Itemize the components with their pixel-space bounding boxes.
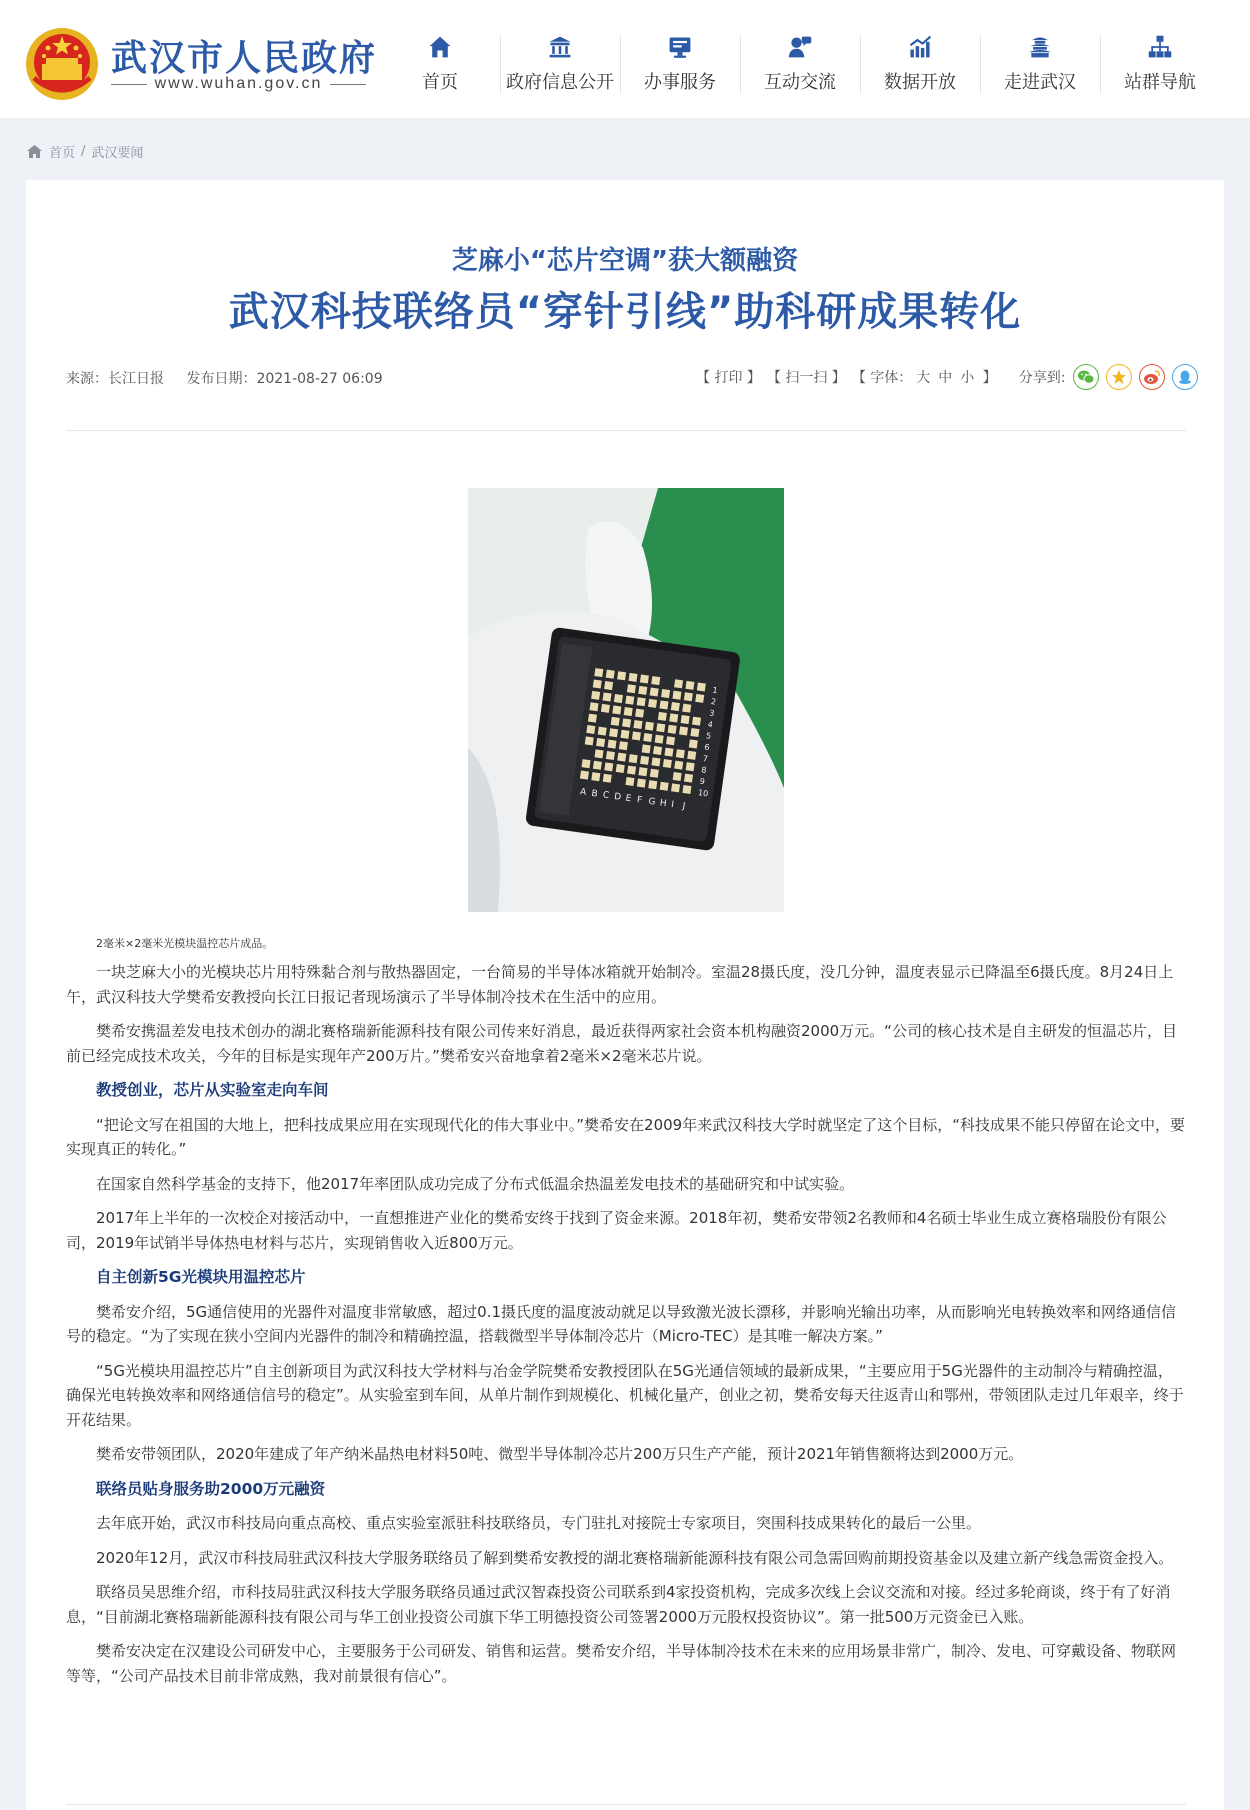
url-right-line <box>330 84 366 85</box>
home-icon <box>26 144 43 159</box>
chip-cell <box>627 766 636 775</box>
article-body <box>66 960 1186 1698</box>
paragraph: 樊希安决定在汉建设公司研发中心，主要服务于公司研发、销售和运营。樊希安介绍，半导体制冷技术在未来的应用场景非常广，制冷、发电、可穿戴设备、物联网等等，“公司产品技术目前非常成熟，我对前景很有信心”。 <box>66 1642 1177 1685</box>
chip-cell <box>590 702 599 711</box>
chip-cell <box>637 697 646 706</box>
wechat-icon <box>1077 369 1095 385</box>
gov-info-icon <box>545 34 575 60</box>
share-wechat-button[interactable] <box>1073 364 1099 390</box>
section-heading: 自主创新5G光模块用温控芯片 <box>96 1268 306 1286</box>
article-subtitle: 芝麻小“芯片空调”获大额融资 <box>451 246 799 276</box>
url-left-line <box>111 84 147 85</box>
chip-cell <box>617 753 626 762</box>
print-label: 打印 <box>714 370 743 386</box>
chip-cell <box>661 689 670 698</box>
chip-cell <box>660 782 669 791</box>
chip-cell <box>692 717 701 726</box>
paragraph: 联络员吴思维介绍，市科技局驻武汉科技大学服务联络员通过武汉智森投资公司联系到4家投资机构，完成多次线上会议交流和对接。经过多轮商谈，终于有了好消息，“目前湖北赛格瑞新能源科技有限公司与华工创业投资公司旗下华工明德投资公司签署2000万元股权投资协议”。第一批500万元资金已入账。 <box>66 1583 1171 1626</box>
paragraph: 一块芝麻大小的光模块芯片用特殊黏合剂与散热器固定，一台简易的半导体冰箱就开始制冷。室温28摄氏度，没几分钟，温度表显示已降温至6摄氏度。8月24日上午，武汉科技大学樊希安教授向长江日报记者现场演示了半导体制冷技术在生活中的应用。 <box>66 963 1174 1006</box>
share-label: 分享到: <box>1018 370 1066 386</box>
chip-cell <box>594 668 603 677</box>
chip-cell <box>598 727 607 736</box>
share-weibo-button[interactable] <box>1139 364 1165 390</box>
chip-col-label: 4 <box>707 719 714 730</box>
chip-cell <box>624 707 633 716</box>
chip-cell <box>601 704 610 713</box>
chip-cell <box>669 713 678 722</box>
paragraph: 2020年12月，武汉市科技局驻武汉科技大学服务联络员了解到樊希安教授的湖北赛格瑞新能源科技有限公司急需回购前期投资基金以及建立新产线急需资金投入。 <box>96 1548 1174 1567</box>
chip-col-label: 9 <box>699 776 706 787</box>
site-group-icon <box>1145 34 1175 60</box>
scan-label: 扫一扫 <box>785 370 828 386</box>
chip-row-label: B <box>590 788 599 800</box>
font-size-control: 【 字体： 大 中 小 】 <box>851 370 997 386</box>
chip-cell <box>625 696 634 705</box>
qq-penguin-icon <box>1178 369 1192 385</box>
nav-label: 走进武汉 <box>1004 72 1076 93</box>
site-url: www.wuhan.gov.cn <box>154 75 323 92</box>
chip-cell <box>681 715 690 724</box>
chip-row-label: D <box>613 791 622 803</box>
chip-cell <box>603 774 612 783</box>
nav-label: 互动交流 <box>764 72 836 93</box>
chip-row-label: F <box>636 795 643 806</box>
chip-cell <box>606 751 615 760</box>
chip-cell <box>673 772 682 781</box>
chip-row-label: I <box>670 799 675 811</box>
chip-row-label: E <box>624 793 632 805</box>
chip-cell <box>603 692 612 701</box>
paragraph: 樊希安携温差发电技术创办的湖北赛格瑞新能源科技有限公司传来好消息，最近获得两家社会资本机构融资2000万元。“公司的核心技术是自主研发的恒温芯片，目前已经完成技术攻关，今年的目标是实现年产200万片。”樊希安兴奋地拿着2毫米×2毫米芯片说。 <box>66 1022 1177 1065</box>
chip-cell <box>682 785 691 794</box>
chip-cell <box>629 754 638 763</box>
breadcrumb-current-link[interactable]: 武汉要闻 <box>91 145 144 161</box>
section-heading: 教授创业，芯片从实验室走向车间 <box>96 1081 329 1099</box>
chip-cell <box>684 692 693 701</box>
chip-col-label: 7 <box>702 753 709 764</box>
chip-photo-illustration <box>468 488 784 912</box>
chip-cell <box>638 767 647 776</box>
chip-cell <box>672 691 681 700</box>
chip-col-label: 2 <box>710 697 717 707</box>
chip-cell <box>604 762 613 771</box>
chip-cell <box>616 764 625 773</box>
chip-cell <box>640 756 649 765</box>
chip-cell <box>653 746 662 755</box>
chip-cell <box>635 709 644 718</box>
paragraph: 2017年上半年的一次校企对接活动中，一直想推进产业化的樊希安终于找到了资金来源。2018年初，樊希安带领2名教师和4名硕士毕业生成立赛格瑞股份有限公司，2019年试销半导体热电材料与芯片，实现销售收入近800万元。 <box>66 1209 1167 1252</box>
breadcrumb <box>26 142 143 160</box>
chip-cell <box>690 728 699 737</box>
main-nav <box>380 32 1220 102</box>
chip-cell <box>582 759 591 768</box>
service-icon <box>665 34 695 60</box>
chip-cell <box>633 720 642 729</box>
chip-cell <box>593 761 602 770</box>
share-qzone-button[interactable] <box>1106 364 1132 390</box>
national-emblem-logo[interactable] <box>24 26 100 102</box>
chip-cell <box>686 762 695 771</box>
chip-cell <box>697 682 706 691</box>
chip-cell <box>627 684 636 693</box>
chip-cell <box>642 744 651 753</box>
chip-cell <box>611 717 620 726</box>
chip-cell <box>596 738 605 747</box>
chip-cell <box>651 757 660 766</box>
chip-cell <box>586 725 595 734</box>
scan-qr-button[interactable]: 【 扫一扫 】 <box>766 370 846 386</box>
chip-cell <box>593 679 602 688</box>
nav-item-service[interactable] <box>620 32 740 94</box>
chip-cell <box>664 748 673 757</box>
chip-cell <box>606 670 615 679</box>
chip-row-label: G <box>647 796 656 808</box>
paragraph: “5G光模块用温控芯片”自主创新项目为武汉科技大学材料与冶金学院樊希安教授团队在5G光通信领域的最新成果，“主要应用于5G光器件的主动制冷与精确控温，确保光电转换效率和网络通信信号的稳定”。从实验室到车间，从单片制作到规模化、机械化量产，创业之初，樊希安每天往返青山和鄂州，带领团队走过几年艰辛，终于开花结果。 <box>66 1361 1184 1429</box>
chip-cell <box>648 780 657 789</box>
site-url-row <box>111 74 366 94</box>
meta-divider <box>66 430 1186 431</box>
chip-cell <box>659 700 668 709</box>
paragraph: 去年底开始，武汉市科技局向重点高校、重点实验室派驻科技联络员，专门驻扎对接院士专家项目，突围科技成果转化的最后一公里。 <box>96 1514 982 1532</box>
chip-cell <box>617 671 626 680</box>
chip-cell <box>614 694 623 703</box>
chip-col-label: 5 <box>705 731 712 741</box>
chip-cell <box>682 704 691 713</box>
chip-cell <box>685 681 694 690</box>
paragraph: “把论文写在祖国的大地上，把科技成果应用在实现现代化的伟大事业中。”樊希安在2009年来武汉科技大学时就坚定了这个目标，“科技成果不能只停留在论文中，要实现真正的转化。” <box>66 1115 1185 1158</box>
font-large-button[interactable]: 大 <box>916 370 931 386</box>
chip-cell <box>622 718 631 727</box>
paragraph: 在国家自然科学基金的支持下，他2017年率团队成功完成了分布式低温余热温差发电技术的基础研究和中试实验。 <box>96 1174 855 1193</box>
wuhan-landmark-icon <box>1025 34 1055 60</box>
site-name[interactable]: 武汉市人民政府 <box>111 37 378 79</box>
weibo-icon <box>1143 369 1161 385</box>
nav-item-wuhan[interactable] <box>980 32 1100 94</box>
print-button[interactable]: 【 打印 】 <box>696 370 761 386</box>
nav-label: 站群导航 <box>1124 72 1196 93</box>
chip-cell <box>671 783 680 792</box>
data-open-icon <box>905 34 935 60</box>
chip-cell <box>619 741 628 750</box>
chip-cell <box>650 687 659 696</box>
paragraph: 樊希安带领团队，2020年建成了年产纳米晶热电材料50吨、微型半导体制冷芯片200万只生产产能，预计2021年销售额将达到2000万元。 <box>96 1445 1024 1463</box>
interaction-icon <box>785 34 815 60</box>
nav-label: 首页 <box>422 72 458 93</box>
section-heading: 联络员贴身服务助2000万元融资 <box>96 1479 326 1498</box>
chip-cell <box>656 723 665 732</box>
chip-cell <box>595 749 604 758</box>
font-medium-button[interactable]: 中 <box>938 370 953 386</box>
chip-cell <box>671 702 680 711</box>
nav-item-data-open[interactable] <box>860 32 980 94</box>
chip-cell <box>679 726 688 735</box>
article-card <box>26 180 1224 1810</box>
share-qq-button[interactable] <box>1172 364 1198 390</box>
font-small-button[interactable]: 小 <box>960 370 975 386</box>
chip-cell <box>607 740 616 749</box>
nav-label: 数据开放 <box>884 72 956 93</box>
chip-cell <box>643 733 652 742</box>
chip-cell <box>580 771 589 780</box>
chip-cell <box>651 676 660 685</box>
chip-cell <box>625 777 634 786</box>
chip-cell <box>612 705 621 714</box>
chip-cell <box>620 730 629 739</box>
article-publish-date: 发布日期：2021-08-27 06:09 <box>186 371 383 387</box>
paragraph: 樊希安介绍，5G通信使用的光器件对温度非常敏感，超过0.1摄氏度的温度波动就足以导致激光波长漂移，并影响光输出功率，从而影响光电转换效率和网络通信信号的稳定。“为了实现在狭小空间内光器件的制冷和精确控温，搭载微型半导体制冷芯片（Micro-TEC）是其唯一解决方案。” <box>66 1302 1177 1345</box>
breadcrumb-home-link[interactable]: 首页 <box>49 145 76 161</box>
site-header <box>0 0 1250 118</box>
nav-item-gov-info[interactable] <box>500 32 620 94</box>
chip-cell <box>604 681 613 690</box>
chip-col-label: 8 <box>700 765 707 775</box>
chip-row-label: J <box>681 801 686 812</box>
chip-cell <box>689 739 698 748</box>
chip-row-label: C <box>602 790 610 802</box>
chip-cell <box>588 714 597 723</box>
chip-cell <box>676 749 685 758</box>
chip-cell <box>637 779 646 788</box>
chip-cell <box>585 736 594 745</box>
breadcrumb-separator: / <box>81 143 86 159</box>
chip-cell <box>591 691 600 700</box>
chip-col-label: 10 <box>697 788 709 799</box>
nav-label: 政府信息公开 <box>506 72 614 93</box>
article-title: 武汉科技联络员“穿针引线”助科研成果转化 <box>228 289 1022 335</box>
chip-cell <box>655 735 664 744</box>
chip-cell <box>668 725 677 734</box>
home-icon <box>425 34 455 60</box>
chip-col-label: 3 <box>708 708 715 719</box>
chip-cell <box>638 686 647 695</box>
nav-item-interaction[interactable] <box>740 32 860 94</box>
article-source: 来源：长江日报 <box>66 371 164 387</box>
chip-cell <box>645 722 654 731</box>
chip-cell <box>666 736 675 745</box>
chip-cell <box>640 674 649 683</box>
chip-cell <box>609 728 618 737</box>
chip-cell <box>648 699 657 708</box>
chip-cell <box>663 759 672 768</box>
article-meta <box>66 368 383 388</box>
qzone-star-icon <box>1111 369 1127 385</box>
nav-label: 办事服务 <box>644 72 716 93</box>
chip-cell <box>650 769 659 778</box>
footer-divider <box>66 1804 1186 1805</box>
article-photo <box>468 488 784 912</box>
nav-item-home[interactable] <box>380 32 500 94</box>
chip-cell <box>658 712 667 721</box>
chip-cell <box>687 751 696 760</box>
article-tools <box>696 366 1205 388</box>
chip-cell <box>632 731 641 740</box>
font-label: 字体： <box>870 370 913 386</box>
chip-row-label: H <box>659 798 668 810</box>
image-caption: 2毫米×2毫米光模块温控芯片成品。 <box>96 937 274 950</box>
nav-item-site-group[interactable] <box>1100 32 1220 94</box>
chip-row-label: A <box>579 787 587 798</box>
chip-cell <box>674 761 683 770</box>
chip-cell <box>695 694 704 703</box>
chip-cell <box>591 772 600 781</box>
chip-col-label: 6 <box>703 742 711 753</box>
chip-cell <box>628 673 637 682</box>
chip-cell <box>684 774 693 783</box>
chip-col-label: 1 <box>711 685 719 696</box>
chip-cell <box>674 679 683 688</box>
